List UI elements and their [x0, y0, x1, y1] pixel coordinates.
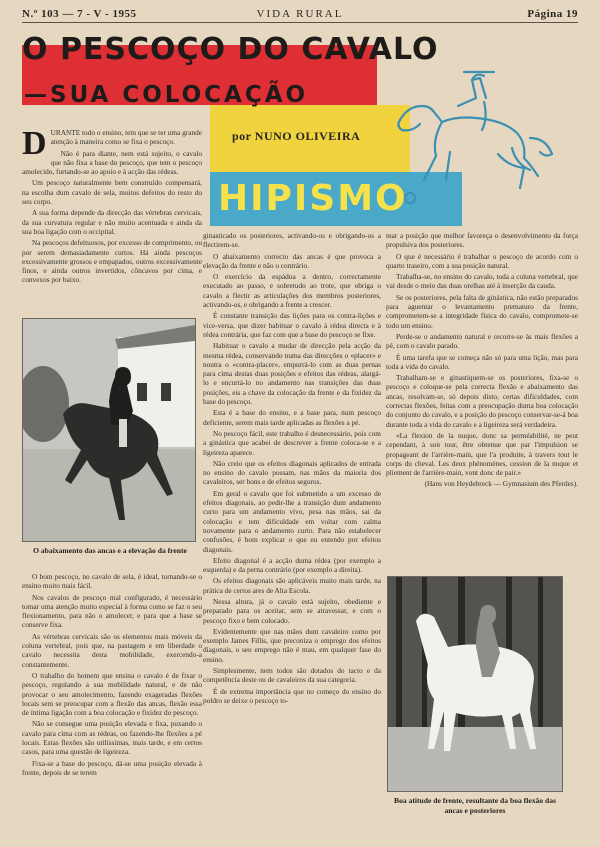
paragraph: Perde-se o andamento natural e recorre-se às mais flexões a pé, com o cavalo parado. [386, 331, 578, 351]
column-1-top [22, 125, 203, 318]
author-byline: por NUNO OLIVEIRA [232, 129, 361, 143]
paragraph: O bom pescoço, no cavalo de sela, é ideal, tornando-se o ensino muito mais fácil. [22, 572, 202, 591]
photo-content [388, 577, 562, 791]
article-title: O PESCOÇO DO CAVALO [22, 32, 439, 67]
paragraph: Trabalham-se e ginastiquem-se os posteriores, fixa-se o pescoço e coloque-se pela correcta flexão e abaixamento das ancas, resolvam-se, só depois disto, certas dificuldades, com correctas flexões, feitas com a preocupação duma boa colocação do conjunto do cavalo, e a posição do pescoço conservar-se-á boa durante toda a vida do cavalo e a ligeireza será verdadeira. [386, 373, 578, 429]
paragraph: Não se consegue uma posição elevada e fixa, puxando o cavalo para cima com as rédeas, ou fazendo-lhe flexões a pé locais. Estas flexões são utilíssimas, mais tarde, e em certos casos, para uma questão de ligeireza. [22, 719, 202, 757]
decor-circle [405, 193, 415, 203]
drop-cap: D [22, 125, 47, 162]
paragraph: Efeito diagonal é a acção duma rédea (por exemplo a esquerda) e da perna contrário (por exemplo a direita). [203, 555, 381, 575]
paragraph: O trabalho do homem que ensina o cavalo é de fixar o pescoço, regulando a sua mobilidade natural, e de não provocar o seu amolecimento, fazendo exageradas flexões locais sem se preocupar com a flexão das ancas, flexão essa de íntima ligação com a boa colocação e fixidez do pescoço. [22, 670, 202, 718]
paragraph: O abaixamento correcto das ancas é que provoca a elevação da frente e não o contrário. [203, 251, 381, 270]
page-number: Página 19 [527, 8, 578, 20]
column-1-bottom [22, 572, 202, 840]
paragraph: Na pescoços defeituosos, por excesso de comprimento, ou por serem demasiadamente curtos. Há ainda pescoços excessivamente grossos e empapados, outros excessivamente finos, e ainda outros invertidos, côncavos por cima, e convexos por baixo. [22, 238, 203, 285]
horse-rider-icon [380, 58, 560, 208]
photo-1-caption: O abaixamento das ancas e a elevação da frente [33, 546, 187, 555]
horse-jumping-photo [22, 318, 196, 542]
paragraph: Os efeitos diagonais são aplicáveis muito mais tarde, na prática de certos ares de Alta Escola. [203, 576, 381, 595]
window [161, 383, 171, 401]
paragraph: Em geral o cavalo que foi submetido a um excesso de efeitos diagonais, ao pedir-lhe a transição dum andamento curto para um andamento vivo, pesa nas mãos, sai da colocação e tem dificuldade em voltar com calma novamente para o andamento curto. Para não estabelecer confusões, é bom explicar o que eu entendo por efeitos diagonais. [203, 488, 381, 554]
photo-content [23, 319, 195, 541]
paragraph: O que é necessário é trabalhar o pescoço de acordo com o quarto traseiro, com a sua posição natural. [386, 251, 578, 270]
quotation: «La flexion de la nuque, donc sa perméabilité, ne peut cependant, à son tour, être obtenue que par l'impulsion se propageant de l'arrière-main, que l'a produite, à travers tout le corps du cheval. Les deux phénomènes, cession de la nuque et pliement de l'arrière-main, vont donc de pair.» [386, 430, 578, 478]
paragraph: Evidentemente que nas mãos dum cavaleiro como por exemplo James Fillis, que preconiza o emprego dos efeitos diagonais, o seu emprego não é mau, em qualquer fase do ensino. [203, 626, 381, 664]
paragraph: Fixa-se a base do pescoço, dá-se uma posição elevada à frente, depois de se terem [22, 758, 202, 777]
paragraph: Simplesmente, nem todos são dotados do tacto e da competência deste ou de cavaleiros da sua categoria. [203, 666, 381, 685]
paragraph: Não creio que os efeitos diagonais aplicados de entrada no ensino do cavalo possam, nas mãos da maioria dos cavaleiros, ser bons e de efeitos seguros. [203, 458, 381, 487]
header-rule [22, 22, 578, 23]
paragraph: Não é para diante, nem está sujeito, o cavalo que não fixa a base do pescoço, que tem o pescoço amolecido, furtando-se ao apoio e à acção das rédeas. [22, 148, 202, 177]
paragraph: mar a posição que melhor favoreça o desenvolvimento da força propulsiva dos posteriores. [386, 231, 578, 250]
page-header [22, 6, 578, 22]
quotation-source: (Hans von Heydebreck — Gymnasium des Pferdes). [424, 479, 578, 489]
paragraph: É de extrema importância que no começo do ensino do poldro se deixe o pescoço to- [203, 686, 381, 705]
rider-leg [119, 419, 127, 447]
photo-2-caption: Boa atitude de frente, resultante da boa flexão das ancas e posteriores [394, 796, 556, 815]
white-horse-photo [387, 576, 563, 792]
paragraph: Nessa altura, já o cavalo está sujeito, obediente e preparado para os aceitar, sem se atravessar, e com o pescoço fixo e bem colocado. [203, 596, 381, 625]
paragraph: Trabalha-se, no ensino do cavalo, toda a coluna vertebral, que vai desde o meio das duas orelhas até à inserção da cauda. [386, 272, 578, 291]
issue-number: N.º 103 — 7 - V - 1955 [22, 8, 137, 20]
section-label: HIPISMO [218, 178, 408, 219]
publication-name: VIDA RURAL [256, 8, 344, 20]
paragraph: É uma tarefa que se começa não só para uma lição, mas para toda a vida do cavalo. [386, 352, 578, 371]
paragraph: A sua forma depende da direcção das vértebras cervicais, da sua curvatura regular e não muito acentuada e ainda da sua boa ligação com o occipital. [22, 208, 202, 236]
paragraph: Nos cavalos de pescoço mal configurado, é necessário tomar uma atenção muito especial à forma como se faz o seu flexionamento, para não o amolecer, e para que a base se conserve fixa. [22, 592, 202, 630]
window [137, 383, 147, 401]
paragraph: É constante transição das lições para os contra-lições e vice-versa, que dizer habituar o cavalo à rédea directa e à rédea contrária, que faz com que a base do pescoço se fixe. [203, 311, 381, 339]
paragraph: As vértebras cervicais são os elementos mais móveis da coluna vertebral, pois que, na pastagem e em liberdade o cavalo necessita desta mobilidade, exercendo-a constantemente. [22, 631, 202, 669]
paragraph: O exercício da espádua a dentro, correctamente executado ao passo, e sobretudo ao trote, que obriga o cavalo a flectir as articulações dos membros posteriores, activando-os, e obrigando a frente a crescer. [203, 272, 381, 310]
paragraph: ginasticado os posteriores, activando-os e obrigando-os a flectirem-se. [203, 231, 381, 250]
paragraph: Esta é a base do ensino, e a base para, num pescoço deficiente, serem mais tarde aplicadas as flexões a pé. [203, 408, 381, 427]
paragraph: Se os posteriores, pela falta de ginástica, não estão preparados para aguentar o levantamento prematuro da frente, comprometem-se a integridade física do cavalo, compromete-se todo um ensino. [386, 292, 578, 330]
column-3 [386, 231, 578, 571]
paragraph: Um pescoço naturalmente bem construído compensará, na escolha dum cavalo de sela, muitos defeitos do resto do seu corpo. [22, 178, 202, 207]
article-subtitle: —SUA COLOCAÇÃO [24, 82, 309, 108]
column-2 [203, 231, 381, 841]
paragraph: No pescoço fácil, este trabalho é desnecessário, pois com a ginástica que acabei de descrever a frente coloca-se e a ligeireza aparece. [203, 428, 381, 457]
paragraph: Habituar o cavalo a mudar de direcção pela acção da mesma rédea, conservando numa das direcções o «placer» e noutra o «contra-placer», empurrá-lo com as duas pernas para cima destas duas posições e efeitos das rédeas, alargá-lo e encurtá-lo no andamento nas transições das duas posições, eis a chave da colocação da frente e da fixidez da base do pescoço. [203, 341, 381, 407]
lead-paragraph: DURANTE todo o ensino, tem que se ter uma grande atenção à maneira como se fixa o pescoço. [22, 125, 202, 162]
ground [388, 727, 562, 791]
